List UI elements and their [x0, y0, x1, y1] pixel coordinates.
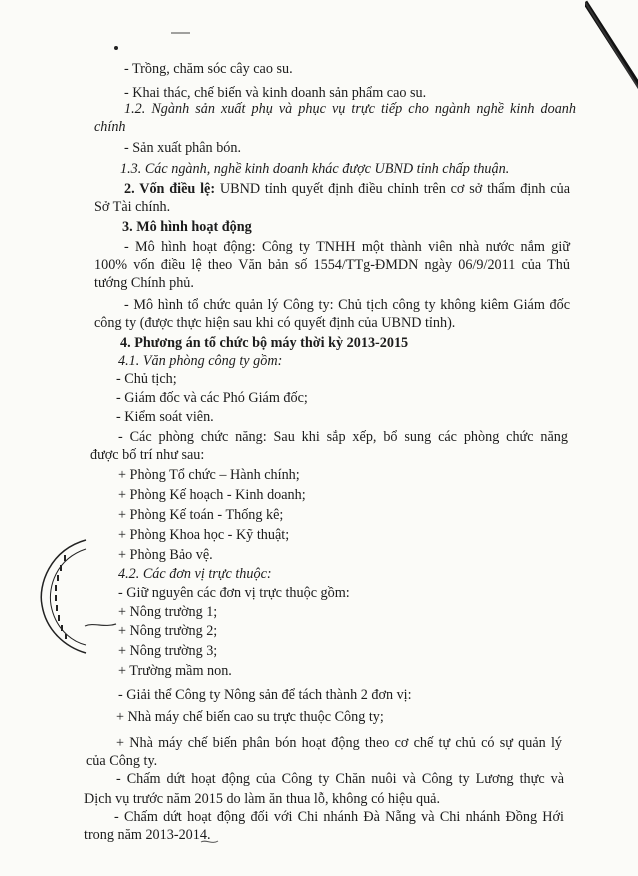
- subsection-heading: chính: [94, 119, 126, 135]
- list-item: + Phòng Tổ chức – Hành chính;: [118, 467, 300, 483]
- text-line: - Trồng, chăm sóc cây cao su.: [124, 61, 293, 77]
- text-line: - Khai thác, chế biến và kinh doanh sản phẩm cao su.: [124, 85, 427, 101]
- text-line: Sở Tài chính.: [94, 199, 171, 215]
- text-line: - Mô hình tổ chức quản lý Công ty: Chủ tịch công ty không kiêm Giám đốc: [124, 297, 570, 313]
- text-line: - Chấm dứt hoạt động của Công ty Chăn nuôi và Công ty Lương thực và: [116, 771, 564, 787]
- official-seal-fragment: [30, 535, 88, 655]
- text-line: - Các phòng chức năng: Sau khi sắp xếp, bổ sung các phòng chức năng: [118, 429, 568, 445]
- text-line: [124, 180, 570, 198]
- text-line: - Kiểm soát viên.: [116, 409, 214, 425]
- section-heading: 4. Phương án tổ chức bộ máy thời kỳ 2013-2015: [120, 335, 409, 351]
- scan-speck: [114, 46, 118, 50]
- text-line: của Công ty.: [86, 753, 158, 769]
- scan-mark-top: [170, 30, 192, 36]
- text-line: - Chủ tịch;: [116, 371, 177, 387]
- list-item: + Phòng Kế toán - Thống kê;: [118, 507, 284, 523]
- list-item: + Nhà máy chế biến phân bón hoạt động theo cơ chế tự chủ có sự quản lý: [116, 735, 562, 751]
- text-line: - Giám đốc và các Phó Giám đốc;: [116, 390, 308, 406]
- subsection-heading: 1.3. Các ngành, nghề kinh doanh khác được UBND tỉnh chấp thuận.: [120, 161, 510, 177]
- text-line: - Giải thể Công ty Nông sản để tách thành 2 đơn vị:: [118, 687, 412, 703]
- pen-stroke: [200, 838, 220, 846]
- text-span: UBND tỉnh quyết định điều chỉnh trên cơ sở thẩm định của: [215, 181, 570, 197]
- text-line: được bố trí như sau:: [90, 447, 205, 463]
- section-heading: 3. Mô hình hoạt động: [122, 219, 252, 235]
- text-line: - Mô hình hoạt động: Công ty TNHH một thành viên nhà nước nắm giữ: [124, 239, 570, 255]
- list-item: + Nhà máy chế biến cao su trực thuộc Công ty;: [116, 709, 384, 725]
- list-item: + Phòng Kế hoạch - Kinh doanh;: [118, 487, 306, 503]
- text-line: công ty (được thực hiện sau khi có quyết định của UBND tỉnh).: [94, 315, 456, 331]
- corner-fold-mark: [585, 0, 638, 95]
- subsection-heading: 4.2. Các đơn vị trực thuộc:: [118, 566, 272, 582]
- list-item: + Nông trường 2;: [118, 623, 218, 639]
- list-item: + Trường mầm non.: [118, 663, 232, 679]
- subsection-heading: 4.1. Văn phòng công ty gồm:: [118, 353, 283, 369]
- text-line: tướng Chính phủ.: [94, 275, 194, 291]
- list-item: + Nông trường 3;: [118, 643, 218, 659]
- text-line: - Giữ nguyên các đơn vị trực thuộc gồm:: [118, 585, 350, 601]
- section-heading: 2. Vốn điều lệ:: [124, 181, 216, 197]
- list-item: + Phòng Khoa học - Kỹ thuật;: [118, 527, 290, 543]
- text-line: - Chấm dứt hoạt động đối với Chi nhánh Đà Nẵng và Chi nhánh Đồng Hới: [114, 809, 564, 825]
- text-line: - Sản xuất phân bón.: [124, 140, 242, 156]
- text-line: trong năm 2013-2014.: [84, 827, 211, 843]
- text-line: Dịch vụ trước năm 2015 do làm ăn thua lỗ, không có hiệu quả.: [84, 791, 441, 807]
- pen-stroke: [84, 620, 118, 630]
- list-item: + Nông trường 1;: [118, 604, 218, 620]
- text-line: 100% vốn điều lệ theo Văn bản số 1554/TTg-ĐMDN ngày 06/9/2011 của Thủ: [94, 257, 570, 273]
- subsection-heading: 1.2. Ngành sản xuất phụ và phục vụ trực tiếp cho ngành nghề kinh doanh: [124, 101, 576, 117]
- list-item: + Phòng Bảo vệ.: [118, 547, 213, 563]
